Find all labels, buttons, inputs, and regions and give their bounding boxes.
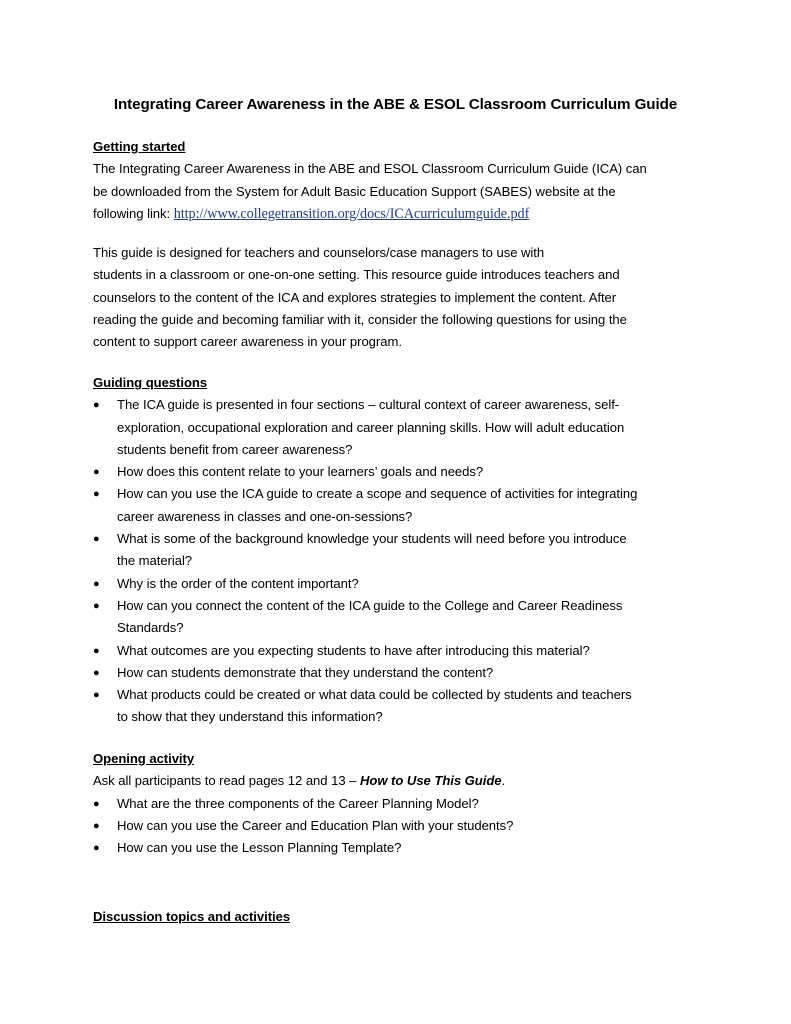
list-item: ● How can you use the Lesson Planning Template? [93, 837, 705, 859]
list-item: ● How can students demonstrate that they understand the content? [93, 662, 705, 684]
list-item: ● The ICA guide is presented in four sections – cultural context of career awareness, self- exploration, occupational exploration and career planning skills. How will adult education students benefit from career awareness? [93, 394, 705, 461]
bullet-icon: ● [93, 842, 100, 855]
bullet-icon: ● [93, 666, 100, 679]
guiding-questions-list [93, 394, 705, 728]
intro-paragraph [93, 242, 705, 353]
getting-started-line-3 [93, 203, 705, 225]
list-item: ● How can you use the ICA guide to create a scope and sequence of activities for integrating career awareness in classes and one-on-sessions? [93, 483, 705, 528]
list-item: ● How can you connect the content of the ICA guide to the College and Career Readiness Standards? [93, 595, 705, 640]
guiding-questions-section [93, 372, 705, 729]
discussion-section [93, 906, 705, 928]
getting-started-section [93, 136, 705, 225]
discussion-heading: Discussion topics and activities [93, 909, 291, 924]
bullet-icon: ● [93, 797, 100, 810]
opening-activity-intro: Ask all participants to read pages 12 and 13 – How to Use This Guide. [93, 773, 506, 789]
opening-activity-section [93, 748, 705, 859]
list-item: ● What are the three components of the Career Planning Model? [93, 793, 705, 815]
bullet-icon: ● [93, 599, 100, 612]
list-item: ● What outcomes are you expecting students to have after introducing this material? [93, 640, 705, 662]
bullet-icon: ● [93, 488, 100, 501]
list-item: ● What is some of the background knowledge your students will need before you introduce the material? [93, 528, 705, 573]
list-item: ● Why is the order of the content important? [93, 573, 705, 595]
document-title: Integrating Career Awareness in the ABE & ESOL Classroom Curriculum Guide [113, 96, 678, 113]
guiding-questions-heading: Guiding questions [93, 375, 208, 390]
intro-line: reading the guide and becoming familiar with it, consider the following questions for using the [93, 311, 627, 327]
intro-line: content to support career awareness in your program. [93, 334, 402, 350]
list-item: ● How does this content relate to your learners’ goals and needs? [93, 461, 705, 483]
getting-started-heading: Getting started [93, 139, 186, 154]
opening-activity-list [93, 793, 705, 860]
getting-started-line-1: The Integrating Career Awareness in the ABE and ESOL Classroom Curriculum Guide (ICA) can [93, 161, 647, 177]
bullet-icon: ● [93, 466, 100, 479]
bullet-icon: ● [93, 819, 100, 832]
list-item: ● What products could be created or what data could be collected by students and teachers to show that they understand this information? [93, 684, 705, 729]
bullet-icon: ● [93, 689, 100, 702]
link-prefix: following link: [93, 205, 174, 221]
intro-line: counselors to the content of the ICA and explores strategies to implement the content. After [93, 289, 617, 305]
bullet-icon: ● [93, 399, 100, 412]
intro-line: students in a classroom or one-on-one setting. This resource guide introduces teachers and [93, 267, 620, 283]
ica-guide-link[interactable]: http://www.collegetransition.org/docs/ICAcurriculumguide.pdf [173, 205, 530, 222]
opening-activity-heading: Opening activity [93, 751, 195, 766]
intro-line: This guide is designed for teachers and counselors/case managers to use with [93, 245, 545, 260]
getting-started-line-2: be downloaded from the System for Adult Basic Education Support (SABES) website at the [93, 183, 616, 199]
list-item: ● How can you use the Career and Education Plan with your students? [93, 815, 705, 837]
guide-section-title: How to Use This Guide [359, 773, 502, 789]
bullet-icon: ● [93, 644, 100, 657]
bullet-icon: ● [93, 533, 100, 546]
bullet-icon: ● [93, 577, 100, 590]
